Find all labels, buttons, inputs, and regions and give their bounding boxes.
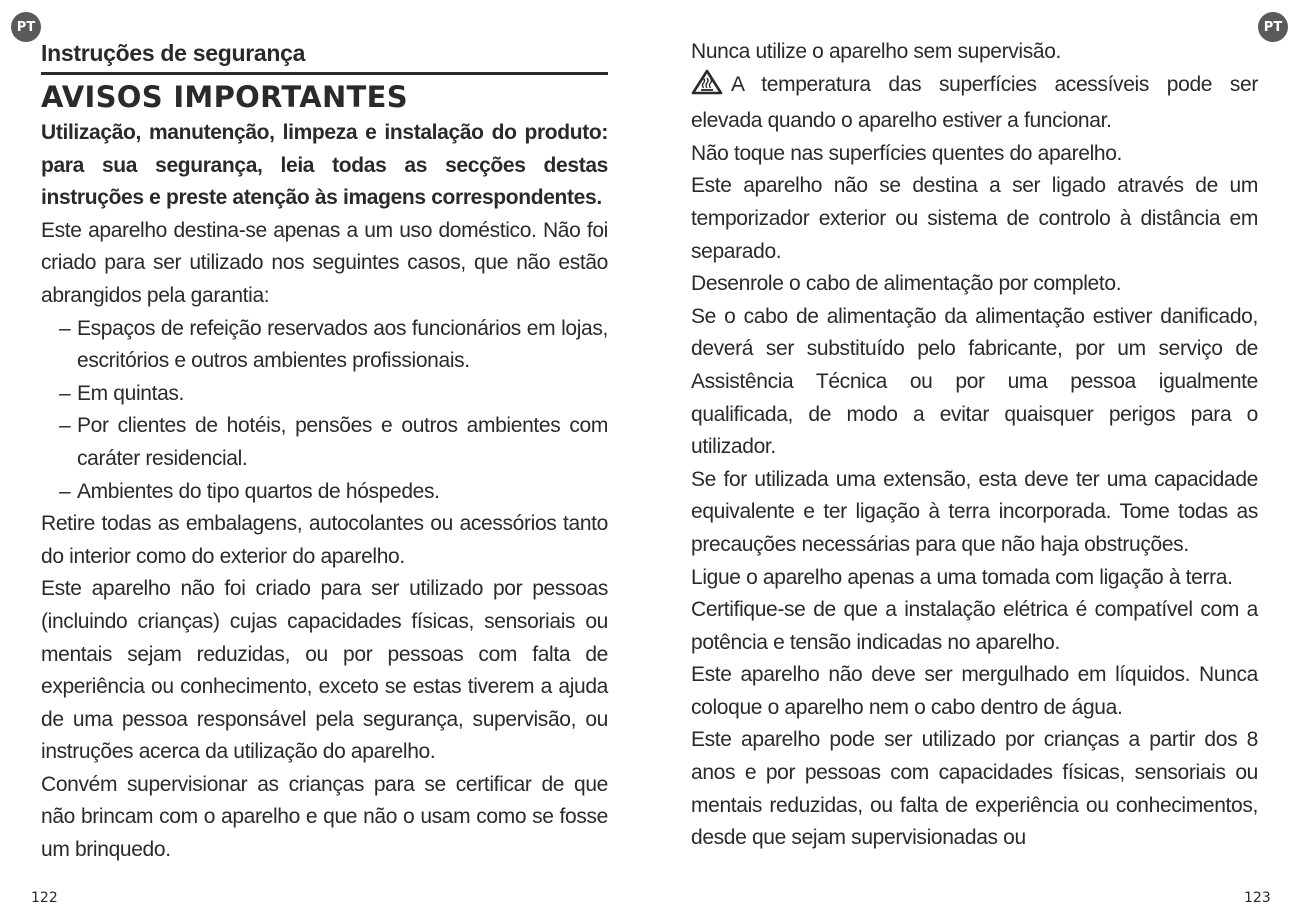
right-page bbox=[691, 36, 1258, 855]
exclusion-list bbox=[41, 313, 608, 509]
list-item: – Por clientes de hotéis, pensões e outros ambientes com caráter residencial. bbox=[59, 410, 608, 475]
paragraph: Não toque nas superfícies quentes do aparelho. bbox=[691, 141, 1123, 165]
paragraph: Nunca utilize o aparelho sem supervisão. bbox=[691, 40, 1062, 63]
page-number-right: 123 bbox=[1244, 890, 1271, 906]
paragraph: Retire todas as embalagens, autocolantes ou acessórios tanto do interior como do exterior do aparelho. bbox=[41, 512, 608, 568]
paragraph: Ligue o aparelho apenas a uma tomada com ligação à terra. bbox=[691, 565, 1233, 589]
page-number-left: 122 bbox=[31, 890, 58, 906]
paragraph: Este aparelho não foi criado para ser utilizado por pessoas (incluindo crianças) cujas capacidades físicas, sensoriais ou mentais sejam reduzidas, ou por pessoas com falta de experiência ou conhecimento, exceto se estas tiverem a ajuda de uma pessoa responsável pela segurança, supervisão, ou instruções acerca da utilização do aparelho. bbox=[41, 577, 608, 764]
list-item: – Espaços de refeição reservados aos funcionários em lojas, escritórios e outros ambientes profissionais. bbox=[59, 313, 608, 378]
list-item: – Ambientes do tipo quartos de hóspedes. bbox=[59, 476, 608, 509]
hot-surface-warning-icon bbox=[691, 69, 723, 106]
language-badge-right: PT bbox=[1258, 12, 1288, 42]
section-title: Instruções de segurança bbox=[41, 36, 608, 75]
paragraph: Se for utilizada uma extensão, esta deve ter uma capacidade equivalente e ter ligação à terra incorporada. Tome todas as precauções necessárias para que não haja obstruções. bbox=[691, 467, 1258, 556]
warning-text: A temperatura das superfícies acessíveis pode ser elevada quando o aparelho estiver a funcionar. bbox=[691, 72, 1258, 133]
page-heading: AVISOS IMPORTANTES bbox=[41, 80, 408, 114]
paragraph: Este aparelho não deve ser mergulhado em líquidos. Nunca coloque o aparelho nem o cabo dentro de água. bbox=[691, 663, 1258, 719]
list-item: – Em quintas. bbox=[59, 378, 608, 411]
paragraph: Se o cabo de alimentação da alimentação estiver danificado, deverá ser substituído pelo fabricante, por um serviço de Assistência Técnica ou por uma pessoa igualmente qualificada, de modo a evitar quaisquer perigos para o utilizador. bbox=[691, 304, 1258, 459]
paragraph: Este aparelho destina-se apenas a um uso doméstico. Não foi criado para ser utilizado nos seguintes casos, que não estão abrangidos pela garantia: bbox=[41, 218, 608, 307]
intro-paragraph: Utilização, manutenção, limpeza e instalação do produto: para sua segurança, leia todas as secções destas instruções e preste atenção às imagens correspondentes. bbox=[41, 121, 608, 210]
paragraph-with-warning bbox=[691, 69, 1258, 138]
left-page bbox=[41, 36, 608, 867]
paragraph: Este aparelho pode ser utilizado por crianças a partir dos 8 anos e por pessoas com capacidades físicas, sensoriais ou mentais reduzidas, ou falta de experiência ou conhecimentos, desde que sejam supervisionadas ou bbox=[691, 728, 1258, 850]
language-badge-left: PT bbox=[11, 12, 41, 42]
paragraph: Desenrole o cabo de alimentação por completo. bbox=[691, 272, 1122, 296]
paragraph: Este aparelho não se destina a ser ligado através de um temporizador exterior ou sistema de controlo à distância em separado. bbox=[691, 174, 1258, 263]
paragraph: Convém supervisionar as crianças para se certificar de que não brincam com o aparelho e que não o usam como se fosse um brinquedo. bbox=[41, 772, 608, 862]
paragraph: Certifique-se de que a instalação elétrica é compatível com a potência e tensão indicadas no aparelho. bbox=[691, 598, 1258, 654]
